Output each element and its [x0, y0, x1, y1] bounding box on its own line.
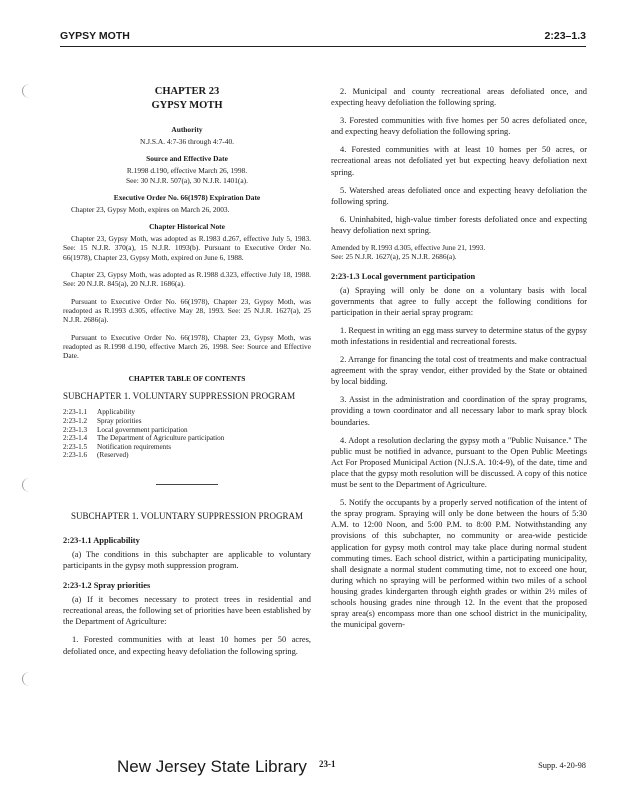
section-text: (a) The conditions in this subchapter are applicable to voluntary participants in the gypsy moth suppression program. [63, 550, 311, 571]
amendment-see: See: 25 N.J.R. 1627(a), 25 N.J.R. 2686(a). [331, 252, 457, 262]
table-of-contents [63, 408, 311, 460]
list-item: 4. Adopt a resolution declaring the gypsy moth a "Public Nuisance." The public must be notified in advance, pursuant to the Open Public Meetings Act For Proposed Municipal Action (N.J.S.A. 10:4-9), of the date, time and place that the gypsy moth resolution will be discussed. A copy of this notice must be sent to the Department of Agriculture. [331, 435, 587, 490]
list-item: 1. Request in writing an egg mass survey to determine status of the gypsy moth infestations in residential and recreational forests. [331, 325, 587, 346]
amendment-note: Amended by R.1993 d.305, effective June 21, 1993. [331, 243, 486, 253]
subchapter-heading: SUBCHAPTER 1. VOLUNTARY SUPPRESSION PROGRAM [70, 511, 304, 522]
toc-item[interactable]: 2:23-1.6 (Reserved) [63, 451, 129, 460]
section-text: (a) Spraying will only be done on a voluntary basis with local governments that agree to fully accept the following conditions for participation in their aerial spray program: [331, 285, 587, 317]
punch-hole-mark [22, 84, 37, 98]
chapter-number: CHAPTER 23 [154, 86, 220, 97]
history-label: Chapter Historical Note [149, 222, 225, 232]
toc-item[interactable]: 2:23-1.5 Notification requirements [63, 442, 172, 451]
history-paragraph: Pursuant to Executive Order No. 66(1978), Chapter 23, Gypsy Moth, was readopted as R.1993 d.305, effective May 28, 1993. See: 25 N.J.R. 1627(a), 25 N.J.R. 2686(a). [63, 296, 311, 325]
history-paragraph: Chapter 23, Gypsy Moth, was adopted as R.1988 d.323, effective July 18, 1988. See: 20 N.J.R. 845(a), 20 N.J.R. 1686(a). [63, 270, 311, 289]
list-item: 1. Forested communities with at least 10 homes per 50 acres, defoliated once, and expecting heavy defoliation the following spring. [63, 635, 311, 656]
right-column [331, 86, 587, 637]
list-item: 3. Forested communities with five homes per 50 acres defoliated once, and expecting heavy defoliation the following spring. [331, 116, 587, 137]
page-number: 23-1 [319, 759, 336, 769]
header-title: GYPSY MOTH [60, 30, 130, 42]
toc-subchapter: SUBCHAPTER 1. VOLUNTARY SUPPRESSION PROGRAM [63, 391, 296, 402]
library-footer: New Jersey State Library [117, 757, 307, 776]
section-heading: 2:23-1.2 Spray priorities [63, 581, 151, 591]
header-section-range: 2:23–1.3 [544, 30, 586, 42]
list-item: 3. Assist in the administration and coordination of the spray programs, providing a town coordinator and all necessary labor to mark spray block boundaries. [331, 395, 587, 427]
executive-order-text: Chapter 23, Gypsy Moth, expires on March 26, 2003. [71, 204, 230, 214]
left-column [63, 86, 311, 664]
supplement-date: Supp. 4-20-98 [538, 761, 586, 770]
divider [156, 484, 218, 485]
toc-label: CHAPTER TABLE OF CONTENTS [128, 374, 246, 384]
section-heading: 2:23-1.3 Local government participation [331, 271, 476, 281]
history-paragraph: Chapter 23, Gypsy Moth, was adopted as R.1983 d.267, effective July 5, 1983. See: 15 N.J.R. 370(a), 15 N.J.R. 1093(b). Pursuant to Executive Order No. 66(1978), Chapter 23, Gypsy Moth, expired on June 6, 1988. [63, 234, 311, 262]
source-label: Source and Effective Date [146, 154, 228, 164]
executive-order-label: Executive Order No. 66(1978) Expiration Date [113, 192, 261, 202]
list-item: 2. Municipal and county recreational areas defoliated once, and expecting heavy defoliation the following spring. [331, 87, 587, 108]
source-line: See: 30 N.J.R. 507(a), 30 N.J.R. 1401(a). [126, 175, 248, 185]
source-line: R.1998 d.190, effective March 26, 1998. [126, 166, 248, 176]
authority-text: N.J.S.A. 4:7-36 through 4:7-40. [139, 137, 235, 146]
list-item: 4. Forested communities with at least 10 homes per 50 acres, or recreational areas not defoliated yet but expecting heavy defoliation next spring. [331, 145, 587, 177]
list-item: 5. Notify the occupants by a properly served notification of the intent of the spray program. Spraying will only be done between the hours of 5:30 A.M. to 12:00 Noon, and 5:00 P.M. to 8:00 P.M. Notwithstanding any provisions of this subchapter, no community or area-wide pesticide application for gypsy moth control may take place during normal student commuting times. Each school district, within a participating municipality, shall designate a normal student commuting time, not to exceed one hour, during which no spraying will be performed within two miles of a school housing grades kindergarten through eighth grades or within 2½ miles of schools housing grades nine through 12. In the event that the proposed spray area(s) encompass more than one school district in the municipality, the municipal govern- [331, 498, 587, 630]
punch-hole-mark [22, 672, 37, 686]
punch-hole-mark [22, 478, 37, 492]
toc-item[interactable]: 2:23-1.1 Applicability [63, 408, 135, 417]
running-header [60, 28, 586, 47]
history-paragraph: Pursuant to Executive Order No. 66(1978), Chapter 23, Gypsy Moth, was readopted as R.1998 d.190, effective March 26, 1998. See: Source and Effective Date. [63, 332, 311, 361]
chapter-title: GYPSY MOTH [151, 100, 223, 111]
list-item: 6. Uninhabited, high-value timber forests defoliated once and expecting heavy defoliation next spring. [331, 214, 587, 235]
section-heading: 2:23-1.1 Applicability [63, 536, 140, 546]
toc-item[interactable]: 2:23-1.3 Local government participation [63, 425, 188, 434]
toc-item[interactable]: 2:23-1.4 The Department of Agriculture participation [63, 434, 225, 443]
list-item: 5. Watershed areas defoliated once and expecting heavy defoliation the following spring. [331, 185, 587, 206]
toc-item[interactable]: 2:23-1.2 Spray priorities [63, 417, 142, 426]
section-text: (a) If it becomes necessary to protect trees in residential and recreational areas, the following set of priorities have been established by the Department of Agriculture: [63, 595, 311, 627]
authority-label: Authority [171, 125, 203, 134]
list-item: 2. Arrange for financing the total cost of treatments and make contractual agreement with the spray vendor, either provided by the State or obtained by local bidding. [331, 355, 587, 387]
